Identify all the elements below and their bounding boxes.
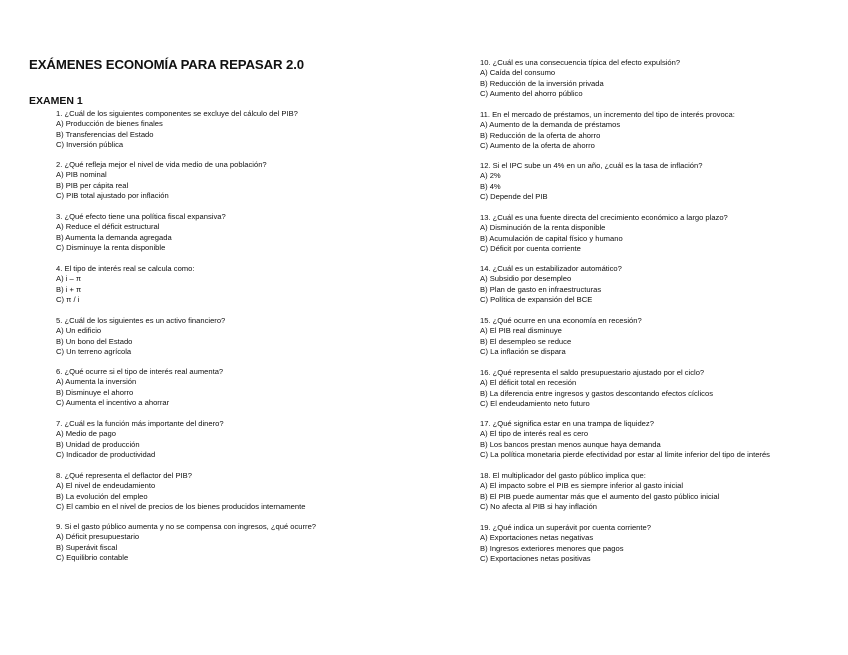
option-c: C) La inflación se dispara: [480, 346, 566, 356]
question-block: [56, 367, 223, 408]
option-c: C) Aumenta el incentivo a ahorrar: [56, 397, 170, 407]
question-block: [56, 264, 194, 305]
question-block: [480, 264, 622, 305]
option-a: A) 2%: [480, 171, 501, 181]
option-c: C) Exportaciones netas positivas: [480, 553, 591, 563]
section-heading: EXAMEN 1: [29, 95, 83, 107]
question-block: [56, 316, 225, 357]
option-c: C) π / i: [56, 294, 80, 304]
option-c: C) No afecta al PIB si hay inflación: [480, 501, 597, 511]
question-text: 13. ¿Cuál es una fuente directa del crecimiento económico a largo plazo?: [480, 213, 728, 222]
question-text: 5. ¿Cuál de los siguientes es un activo financiero?: [56, 316, 226, 325]
option-a: A) Subsidio por desempleo: [480, 274, 572, 284]
question-block: [480, 213, 728, 254]
question-block: [56, 160, 267, 201]
option-a: A) Exportaciones netas negativas: [480, 533, 594, 543]
option-b: B) Reducción de la inversión privada: [480, 78, 604, 88]
option-c: C) Aumento del ahorro público: [480, 88, 583, 98]
option-c: C) Inversión pública: [56, 139, 124, 149]
option-c: C) Un terreno agrícola: [56, 346, 132, 356]
option-c: C) Déficit por cuenta corriente: [480, 243, 581, 253]
option-c: C) Aumento de la oferta de ahorro: [480, 140, 595, 150]
question-text: 15. ¿Qué ocurre en una economía en recesión?: [480, 316, 642, 325]
option-b: B) Ingresos exteriores menores que pagos: [480, 543, 624, 553]
option-b: B) PIB per cápita real: [56, 180, 129, 190]
question-text: 3. ¿Qué efecto tiene una política fiscal expansiva?: [56, 212, 226, 221]
option-a: A) Aumenta la inversión: [56, 377, 137, 387]
option-a: A) El déficit total en recesión: [480, 378, 577, 388]
option-b: B) El PIB puede aumentar más que el aumento del gasto público inicial: [480, 491, 720, 501]
option-b: B) La evolución del empleo: [56, 491, 148, 501]
question-text: 11. En el mercado de préstamos, un incremento del tipo de interés provoca:: [480, 110, 735, 119]
option-c: C) El endeudamiento neto futuro: [480, 398, 590, 408]
option-a: A) Un edificio: [56, 326, 102, 336]
option-a: A) i – π: [56, 274, 82, 284]
option-b: B) Unidad de producción: [56, 439, 140, 449]
option-b: B) Aumenta la demanda agregada: [56, 232, 172, 242]
option-b: B) Transferencias del Estado: [56, 129, 154, 139]
question-block: [480, 110, 735, 151]
option-a: A) Medio de pago: [56, 429, 116, 439]
question-text: 14. ¿Cuál es un estabilizador automático?: [480, 264, 622, 273]
question-text: 17. ¿Qué significa estar en una trampa de liquidez?: [480, 419, 654, 428]
question-text: 16. ¿Qué representa el saldo presupuestario ajustado por el ciclo?: [480, 368, 705, 377]
option-a: A) El PIB real disminuye: [480, 326, 562, 336]
option-b: B) Acumulación de capital físico y humano: [480, 233, 623, 243]
question-text: 1. ¿Cuál de los siguientes componentes se excluye del cálculo del PIB?: [56, 109, 298, 118]
option-a: A) Reduce el déficit estructural: [56, 222, 160, 232]
option-c: C) El cambio en el nivel de precios de los bienes producidos internamente: [56, 501, 306, 511]
option-a: A) El tipo de interés real es cero: [480, 429, 589, 439]
option-b: B) Un bono del Estado: [56, 336, 133, 346]
option-c: C) Indicador de productividad: [56, 449, 156, 459]
option-a: A) Producción de bienes finales: [56, 119, 163, 129]
option-b: B) La diferencia entre ingresos y gastos descontando efectos cíclicos: [480, 388, 714, 398]
option-b: B) Disminuye el ahorro: [56, 387, 134, 397]
question-block: [56, 419, 224, 460]
option-a: A) Aumento de la demanda de préstamos: [480, 120, 621, 130]
option-c: C) Política de expansión del BCE: [480, 294, 593, 304]
document-title: EXÁMENES ECONOMÍA PARA REPASAR 2.0: [29, 57, 305, 72]
option-b: B) 4%: [480, 181, 501, 191]
option-b: B) Plan de gasto en infraestructuras: [480, 284, 602, 294]
question-block: [56, 471, 305, 512]
question-block: [480, 368, 713, 409]
question-text: 9. Si el gasto público aumenta y no se compensa con ingresos, ¿qué ocurre?: [56, 522, 317, 531]
option-b: B) El desempleo se reduce: [480, 336, 572, 346]
option-b: B) i + π: [56, 284, 82, 294]
option-b: B) Superávit fiscal: [56, 542, 118, 552]
question-text: 2. ¿Qué refleja mejor el nivel de vida medio de una población?: [56, 160, 267, 169]
question-block: [480, 58, 680, 99]
option-c: C) PIB total ajustado por inflación: [56, 190, 169, 200]
question-text: 7. ¿Cuál es la función más importante del dinero?: [56, 419, 224, 428]
question-text: 10. ¿Cuál es una consecuencia típica del efecto expulsión?: [480, 58, 681, 67]
option-b: B) Reducción de la oferta de ahorro: [480, 130, 601, 140]
option-a: A) El impacto sobre el PIB es siempre inferior al gasto inicial: [480, 481, 684, 491]
option-c: C) La política monetaria pierde efectividad por estar al límite inferior del tipo de interés: [480, 449, 770, 459]
option-a: A) Déficit presupuestario: [56, 532, 140, 542]
option-c: C) Disminuye la renta disponible: [56, 242, 166, 252]
question-text: 19. ¿Qué indica un superávit por cuenta corriente?: [480, 523, 651, 532]
option-a: A) El nivel de endeudamiento: [56, 481, 156, 491]
question-block: [56, 522, 316, 563]
question-block: [480, 161, 702, 202]
option-a: A) PIB nominal: [56, 170, 107, 180]
option-a: A) Caída del consumo: [480, 68, 556, 78]
question-text: 12. Si el IPC sube un 4% en un año, ¿cuál es la tasa de inflación?: [480, 161, 703, 170]
option-c: C) Depende del PIB: [480, 191, 548, 201]
question-block: [480, 523, 651, 564]
option-b: B) Los bancos prestan menos aunque haya demanda: [480, 439, 661, 449]
question-block: [480, 419, 770, 460]
option-c: C) Equilibrio contable: [56, 552, 129, 562]
question-text: 6. ¿Qué ocurre si el tipo de interés real aumenta?: [56, 367, 224, 376]
question-block: [480, 471, 719, 512]
question-text: 8. ¿Qué representa el deflactor del PIB?: [56, 471, 192, 480]
question-text: 4. El tipo de interés real se calcula como:: [56, 264, 195, 273]
question-block: [480, 316, 642, 357]
question-text: 18. El multiplicador del gasto público implica que:: [480, 471, 646, 480]
question-block: [56, 212, 226, 253]
question-block: [56, 109, 298, 150]
option-a: A) Disminución de la renta disponible: [480, 223, 606, 233]
